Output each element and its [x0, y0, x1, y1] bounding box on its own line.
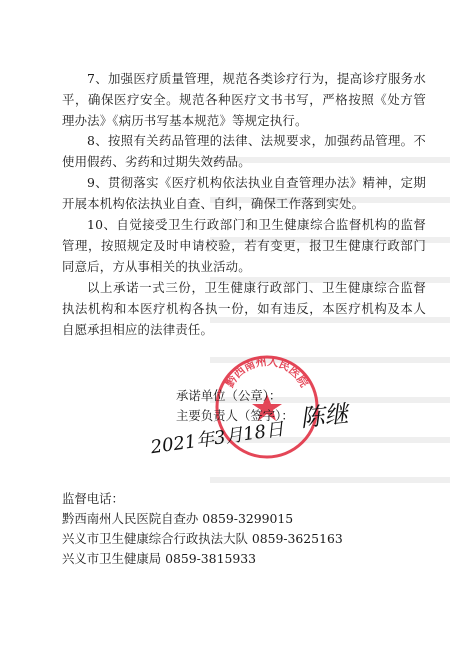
supervision-phone: 0859-3815933 [165, 551, 256, 566]
supervision-entry-1 [62, 510, 293, 528]
handwritten-signature: 陈继 [298, 399, 350, 433]
supervision-phone: 0859-3299015 [202, 511, 294, 526]
supervision-org: 兴义市卫生健康综合行政执法大队 [62, 531, 248, 546]
closing-statement: 以上承诺一式三份，卫生健康行政部门、卫生健康综合监督执法机构和本医疗机构各执一份，如有违反，本医疗机构及本人自愿承担相应的法律责任。 [62, 280, 426, 337]
seal-text: 黔西南州人民医院 [223, 355, 311, 390]
svg-text:黔西南州人民医院 [222, 355, 312, 390]
responsible-person-label: 主要负责人（签字）： [176, 408, 294, 423]
supervision-org: 黔西南州人民医院自查办 [62, 511, 199, 526]
supervision-heading: 监督电话： [62, 491, 124, 506]
handwritten-date: 2021年3月18日 [149, 418, 286, 459]
clause-7: 7、加强医疗质量管理，规范各类诊疗行为，提高诊疗服务水平，确保医疗安全。规范各种医疗文书书写，严格按照《处方管理办法》《病历书写基本规范》等规定执行。 [62, 71, 426, 128]
clause-8: 8、按照有关药品管理的法律、法规要求，加强药品管理。不使用假药、劣药和过期失效药品。 [62, 133, 426, 169]
clause-9: 9、贯彻落实《医疗机构依法执业自查管理办法》精神，定期开展本机构依法执业自查、自纠，确保工作落到实处。 [62, 175, 426, 211]
seal-unit-label: 承诺单位（公章）： [176, 388, 282, 403]
supervision-entry-2 [62, 530, 343, 548]
supervision-org: 兴义市卫生健康局 [62, 551, 162, 566]
supervision-entry-3 [62, 550, 256, 568]
supervision-phone: 0859-3625163 [251, 531, 343, 546]
clause-10: 10、自觉接受卫生行政部门和卫生健康综合监督机构的监督管理，按照规定及时申请校验，若有变更，报卫生健康行政部门同意后，方从事相关的执业活动。 [62, 217, 426, 274]
